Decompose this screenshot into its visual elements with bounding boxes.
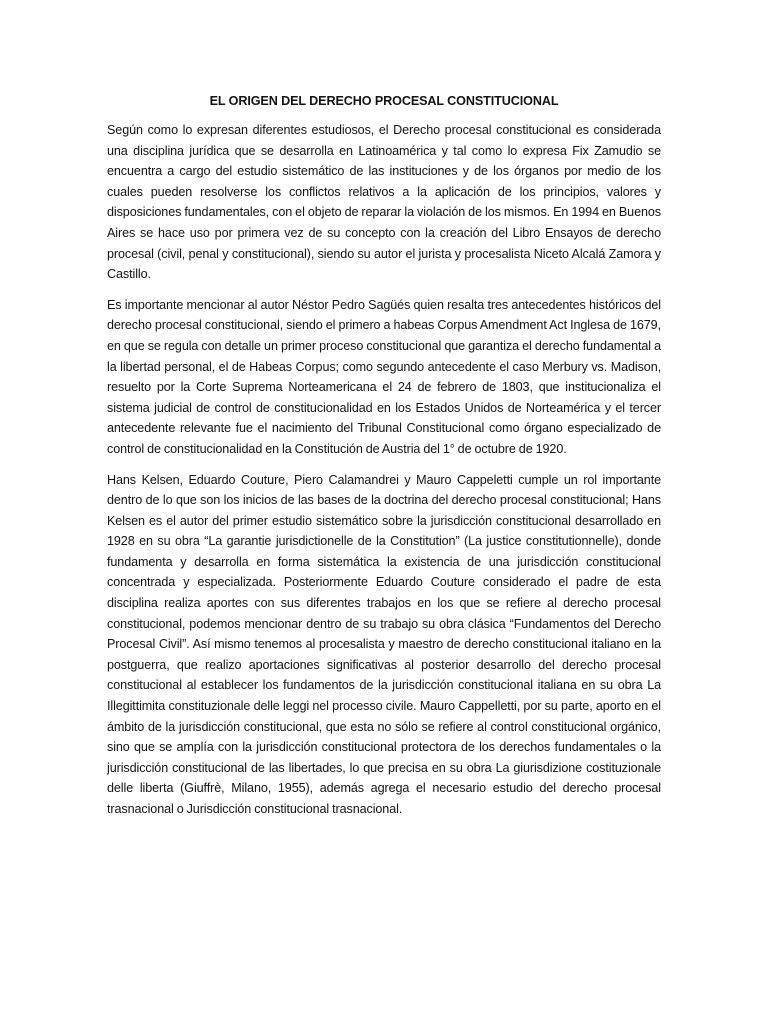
paragraph-antecedents: Es importante mencionar al autor Néstor Pedro Sagüés quien resalta tres antecedentes históricos del derecho procesal constitucional, siendo el primero a habeas Corpus Amendment Act Inglesa de 1679, en que se regula con detalle un primer proceso constitucional que garantiza el derecho fundamental a la libertad personal, el de Habeas Corpus; como segundo antecedente el caso Merbury vs. Madison, resuelto por la Corte Suprema Norteamericana el 24 de febrero de 1803, que institucionaliza el sistema judicial de control de constitucionalidad en los Estados Unidos de Norteamérica y el tercer antecedente relevante fue el nacimiento del Tribunal Constitucional como órgano especializado de control de constitucionalidad en la Constitución de Austria del 1° de octubre de 1920. (107, 297, 661, 456)
paragraph-authors: Hans Kelsen, Eduardo Couture, Piero Calamandrei y Mauro Cappeletti cumple un rol importante dentro de lo que son los inicios de las bases de la doctrina del derecho procesal constitucional; Hans Kelsen es el autor del primer estudio sistemático sobre la jurisdicción constitucional desarrollado en 1928 en su obra “La garantie jurisdictionelle de la Constitution” (La justice constitutionnelle), donde fundamenta y desarrolla en forma sistemática la existencia de una jurisdicción constitucional concentrada y especializada. Posteriormente Eduardo Couture considerado el padre de esta disciplina realiza aportes con sus diferentes trabajos en los que se refiere al derecho procesal constitucional, podemos mencionar dentro de su trabajo su obra clásica “Fundamentos del Derecho Procesal Civil”. Así mismo tenemos al procesalista y maestro de derecho constitucional italiano en la postguerra, que realizo aportaciones significativas al posterior desarrollo del derecho procesal constitucional al establecer los fundamentos de la jurisdicción constitucional italiana en su obra La Illegittimita constituzionale delle leggi nel processo civile. Mauro Cappelletti, por su parte, aporto en el ámbito de la jurisdicción constitucional, que esta no sólo se refiere al control constitucional orgánico, sino que se amplía con la jurisdicción constitucional protectora de los derechos fundamentales o la jurisdicción constitucional de las libertades, lo que precisa en su obra La giurisdizione costituzionale delle liberta (Giuffrè, Milano, 1955), además agrega el necesario estudio del derecho procesal trasnacional o Jurisdicción constitucional trasnacional. (107, 472, 661, 816)
document-page (107, 92, 661, 830)
paragraph-origin: Según como lo expresan diferentes estudiosos, el Derecho procesal constitucional es considerada una disciplina jurídica que se desarrolla en Latinoamérica y tal como lo expresa Fix Zamudio se encuentra a cargo del estudio sistemático de las instituciones y de los órganos por medio de los cuales pueden resolverse los conflictos relativos a la aplicación de los principios, valores y disposiciones fundamentales, con el objeto de reparar la violación de los mismos. En 1994 en Buenos Aires se hace uso por primera vez de su concepto con la creación del Libro Ensayos de derecho procesal (civil, penal y constitucional), siendo su autor el jurista y procesalista Niceto Alcalá Zamora y Castillo. (107, 123, 661, 282)
document-title: EL ORIGEN DEL DERECHO PROCESAL CONSTITUCIONAL (209, 94, 559, 108)
